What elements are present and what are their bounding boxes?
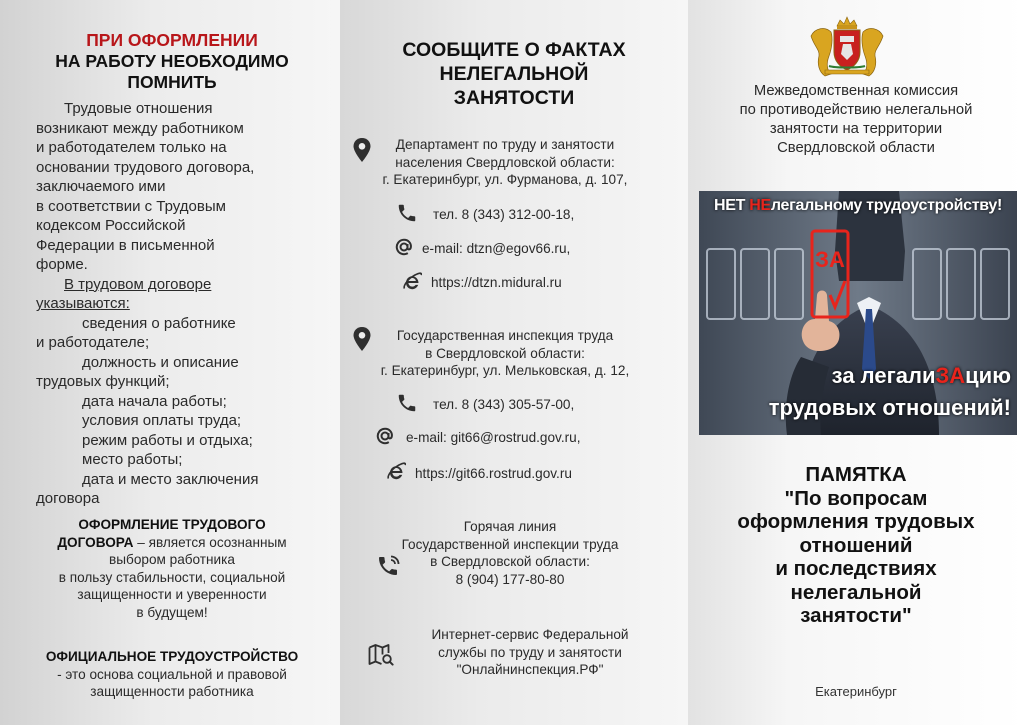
body-line: заключаемого ими (36, 178, 166, 195)
body-line: в соответствии с Трудовым (36, 197, 226, 215)
banner-line1-post: цию (965, 363, 1011, 388)
dept1-phone: тел. 8 (343) 312-00-18, (433, 207, 575, 222)
at-sign-icon (375, 426, 395, 446)
left-panel (0, 0, 340, 725)
left-body (36, 99, 316, 509)
registration-block (18, 516, 326, 621)
banner-headline-pre: НЕТ (713, 197, 750, 214)
contract-heading: В трудовом договоре (64, 275, 212, 293)
at-sign-icon (394, 237, 414, 257)
official-text: - это основа социальной и правовой (57, 666, 287, 682)
dept2-address (360, 327, 650, 380)
banner-headline-red: НЕ (749, 197, 771, 214)
memo-title (688, 463, 1024, 628)
right-panel (688, 0, 1024, 725)
legalization-banner (699, 191, 1017, 435)
contract-item: место работы; (82, 451, 183, 468)
online-line: службы по труду и занятости (438, 644, 622, 660)
left-title-line3: ПОМНИТЬ (127, 72, 217, 92)
online-line: Интернет-сервис Федеральной (431, 627, 629, 642)
middle-panel (340, 0, 688, 725)
dept1-address-line: г. Екатеринбург, ул. Фурманова, д. 107, (382, 172, 628, 187)
memo-line: и последствиях (775, 557, 937, 580)
registration-text: защищенности и уверенности (77, 587, 267, 602)
hotline-number: 8 (904) 177-80-80 (455, 571, 565, 587)
middle-title-line: СООБЩИТЕ О ФАКТАХ (402, 39, 626, 61)
contract-item: договора (36, 490, 100, 507)
contract-item: дата и место заключения (82, 470, 259, 488)
banner-line1 (832, 363, 1011, 389)
hotline-line: Государственной инспекции труда (401, 536, 619, 552)
dept2-site: https://git66.rostrud.gov.ru (415, 466, 572, 481)
body-line: кодексом Российской (36, 217, 186, 234)
memo-line: нелегальной (790, 580, 922, 604)
org-line: Свердловской области (777, 140, 935, 156)
memo-line: занятости" (800, 604, 912, 627)
organization-name (688, 82, 1024, 158)
official-bold: ОФИЦИАЛЬНОЕ ТРУДОУСТРОЙСТВО (45, 649, 299, 664)
hotline-block (360, 518, 660, 588)
banner-button-text: ЗА (815, 247, 845, 272)
dept2-phone: тел. 8 (343) 305-57-00, (433, 397, 575, 412)
memo-line: оформления трудовых (737, 510, 975, 533)
dept1-email: e-mail: dtzn@egov66.ru, (422, 241, 571, 256)
internet-explorer-icon (386, 462, 406, 482)
memo-line: ПАМЯТКА (805, 463, 907, 486)
middle-title-line: НЕЛЕГАЛЬНОЙ (439, 63, 589, 85)
hotline-line: в Свердловской области: (430, 554, 590, 569)
contract-item: сведения о работнике (82, 314, 236, 332)
body-line: возникают между работником (36, 119, 244, 137)
body-line: основании трудового договора, (36, 158, 255, 176)
registration-text: – является осознанным (133, 534, 287, 550)
registration-text: в пользу стабильности, социальной (58, 569, 286, 585)
dept1-address-line: Департамент по труду и занятости (395, 137, 615, 152)
dept1-address (360, 136, 650, 189)
online-block (380, 626, 680, 679)
city-name: Екатеринбург (815, 684, 897, 699)
official-block (18, 648, 326, 701)
body-line: форме. (36, 256, 88, 273)
contract-item: должность и описание (82, 353, 239, 371)
official-text: защищенности работника (90, 684, 254, 699)
middle-title-line: ЗАНЯТОСТИ (453, 87, 575, 109)
banner-headline (699, 197, 1017, 215)
dept2-address-line: г. Екатеринбург, ул. Мельковская, д. 12, (380, 363, 630, 378)
body-line: Федерации в письменной (36, 236, 215, 254)
registration-bold: ДОГОВОРА (57, 534, 134, 550)
banner-line2: трудовых отношений! (768, 395, 1011, 420)
dept1-site: https://dtzn.midural.ru (431, 275, 562, 290)
dept2-address-line: Государственная инспекция труда (396, 328, 614, 343)
online-line: "Онлайнинспекция.РФ" (456, 662, 604, 677)
left-title (22, 30, 322, 93)
org-line: занятости на территории (769, 121, 943, 137)
internet-explorer-icon (402, 272, 422, 292)
banner-headline-post: легальному трудоустройству! (770, 197, 1003, 214)
left-title-line2: НА РАБОТУ НЕОБХОДИМО (55, 51, 289, 71)
body-line: и работодателем только на (36, 139, 227, 156)
contract-item: условия оплаты труда; (82, 412, 242, 429)
phone-icon (396, 202, 418, 224)
contract-item: дата начала работы; (82, 392, 227, 410)
phone-icon (396, 392, 418, 414)
dept2-address-line: в Свердловской области: (425, 345, 585, 361)
contract-item: режим работы и отдыха; (82, 431, 253, 449)
memo-line: "По вопросам (784, 486, 928, 510)
coat-of-arms-emblem (803, 16, 891, 78)
dept2-email: e-mail: git66@rostrud.gov.ru, (406, 430, 581, 445)
contract-item: трудовых функций; (36, 373, 170, 390)
middle-title (340, 38, 688, 110)
left-title-red: ПРИ ОФОРМЛЕНИИ (86, 30, 258, 50)
dept1-address-line: населения Свердловской области: (395, 154, 615, 170)
org-line: Межведомственная комиссия (753, 83, 959, 99)
banner-line1-pre: за легали (831, 363, 936, 388)
registration-bold: ОФОРМЛЕНИЕ ТРУДОВОГО (78, 517, 266, 532)
registration-text: в будущем! (136, 604, 208, 620)
org-line: по противодействию нелегальной (739, 102, 973, 118)
registration-text: выбором работника (109, 552, 235, 567)
hotline-line: Горячая линия (463, 519, 557, 534)
contract-item: и работодателе; (36, 334, 150, 351)
memo-line: отношений (799, 533, 913, 557)
banner-line1-red: ЗА (935, 363, 966, 388)
body-line: Трудовые отношения (64, 100, 213, 117)
contract-heading: указываются: (36, 295, 130, 312)
